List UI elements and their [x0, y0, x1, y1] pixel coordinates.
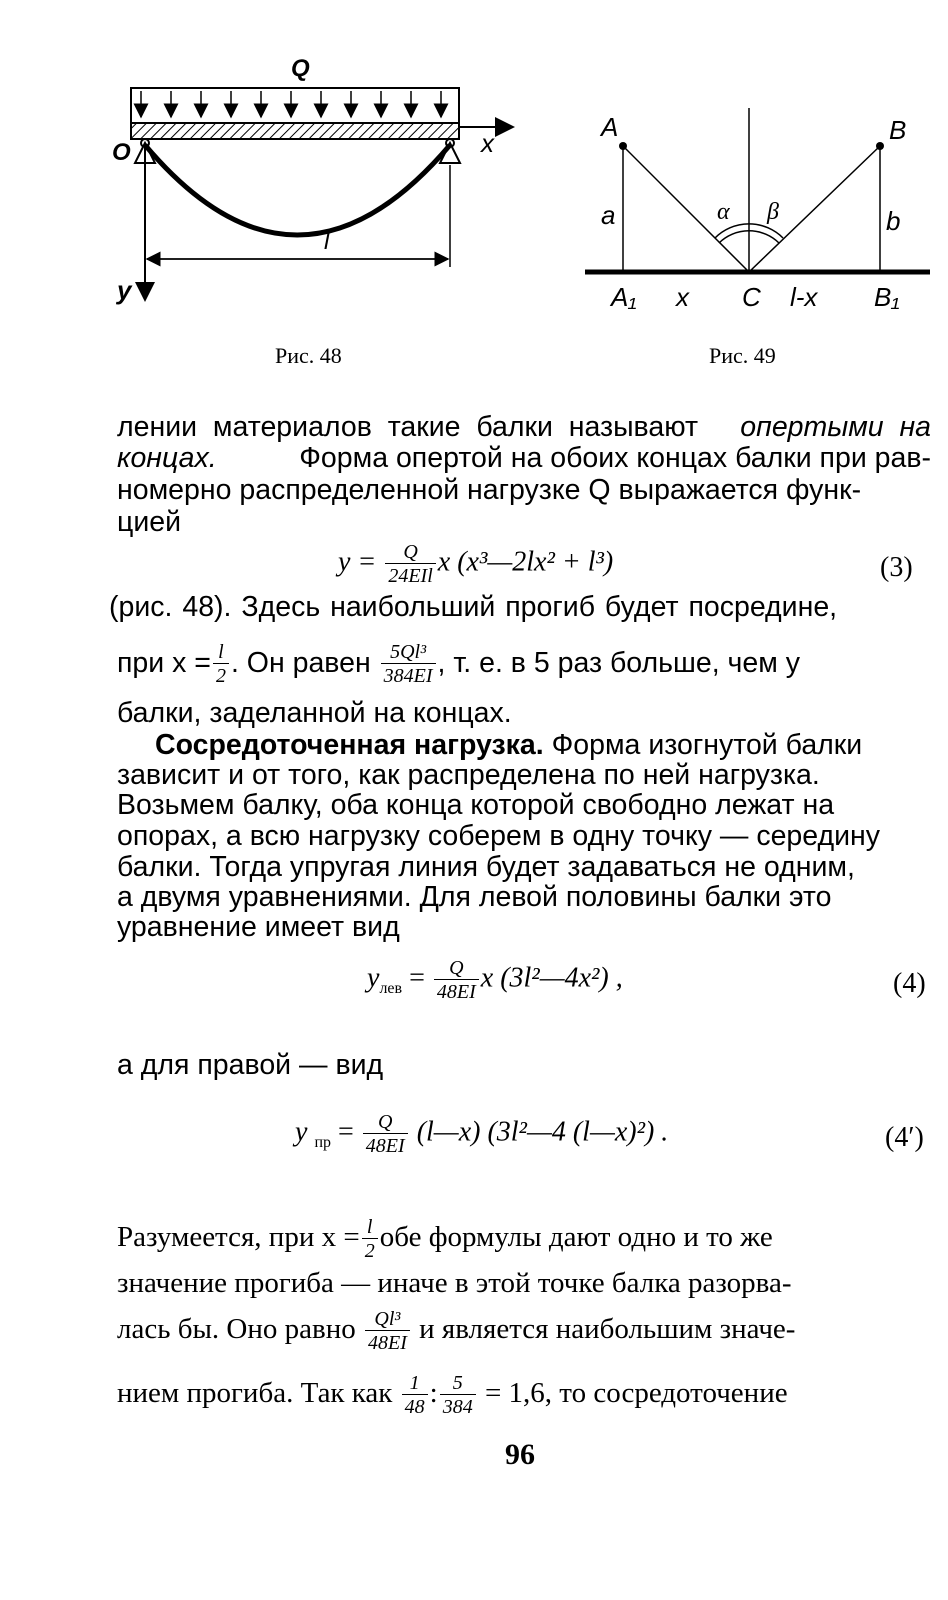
para3-line3: Возьмем балку, оба конца которой свободно лежат на — [117, 789, 835, 821]
para4-line3: лась бы. Оно равно $\frac{\text{Ql³}}{48EI}$ и является наибольшим значе- — [117, 1308, 796, 1355]
fig49-B: B — [889, 115, 907, 145]
fig48-x-label: x — [481, 128, 494, 158]
equation-4-prime-number: (4′) — [885, 1122, 924, 1153]
fig49-A: A — [601, 112, 619, 142]
para2-line2: при x = $\frac{l}{2}$ . Он равен $\frac{\text{5Ql³}}{384EI}$ , т. е. в 5 раз больше, чем у — [117, 641, 801, 688]
para3-line4: опорах, а всю нагрузку соберем в одну точку — середину — [117, 820, 881, 852]
fig49-x: x — [676, 282, 689, 312]
para3-line1: Сосредоточенная нагрузка. Форма изогнутой балки — [155, 729, 863, 761]
fig48-span-label: l — [324, 228, 330, 255]
para1-line1: лении материалов такие балки называют опертыми на — [117, 411, 931, 443]
equation-4-number: (4) — [893, 968, 926, 999]
fig49-caption: Рис. 49 — [709, 343, 776, 368]
para3-line2: зависит и от того, как распределена по ней нагрузка. — [117, 759, 820, 791]
fig48-origin-label: O — [112, 139, 131, 166]
fig49-B1: B₁ — [874, 282, 900, 312]
fig49-lx: l-x — [790, 282, 818, 312]
equation-3-number: (3) — [880, 552, 913, 583]
figure-49-reflection — [585, 100, 930, 310]
para3-line7: уравнение имеет вид — [117, 911, 400, 943]
para3-line6: а двумя уравнениями. Для левой половины балки это — [117, 881, 832, 913]
para2-line1: (рис. 48). Здесь наибольший прогиб будет посредине, — [109, 591, 838, 623]
fig49-C: C — [742, 282, 761, 312]
text-between: а для правой — вид — [117, 1049, 384, 1081]
para2-line3: балки, заделанной на концах. — [117, 697, 512, 729]
para3-line5: балки. Тогда упругая линия будет задаваться не одним, — [117, 851, 855, 883]
para1-line2: концах. Форма опертой на обоих концах балки при рав- — [117, 442, 931, 474]
equation-4: $y_{лев}$ = $\frac{Q}{48EI}$ x (3l²—4x²) , — [367, 957, 623, 1003]
equation-4-prime: y $_{пр}$ = $\frac{Q}{48EI}$ (l—x) (3l²—4 (l—x)²) . — [295, 1111, 669, 1157]
fig49-b: b — [886, 206, 901, 236]
para1-line3: номерно распределенной нагрузке Q выражается функ- — [117, 474, 862, 506]
fig48-caption: Рис. 48 — [275, 343, 342, 368]
para4-line1: Разумеется, при x = $\frac{l}{2}$ обе формулы дают одно и то же — [117, 1216, 773, 1263]
figure-48-beam — [105, 55, 525, 305]
fig49-A1: A₁ — [611, 282, 637, 312]
fig48-load-label: Q — [291, 55, 310, 82]
fig49-alpha: α — [717, 199, 730, 225]
fig48-y-label: y — [117, 275, 132, 305]
para4-line2: значение прогиба — иначе в этой точке балка разорва- — [117, 1267, 792, 1299]
para1-line4: цией — [117, 506, 182, 538]
fig49-a: a — [601, 200, 616, 230]
fig49-beta: β — [767, 199, 779, 225]
para4-line4: нием прогиба. Так как $\frac{1}{48}$ : $\frac{5}{384}$ = 1,6, то сосредоточение — [117, 1372, 788, 1419]
page-number: 96 — [505, 1438, 535, 1471]
equation-3: y = $\frac{Q}{\text{24EIl}}$ x (x³—2lx² + l³) — [338, 541, 614, 587]
